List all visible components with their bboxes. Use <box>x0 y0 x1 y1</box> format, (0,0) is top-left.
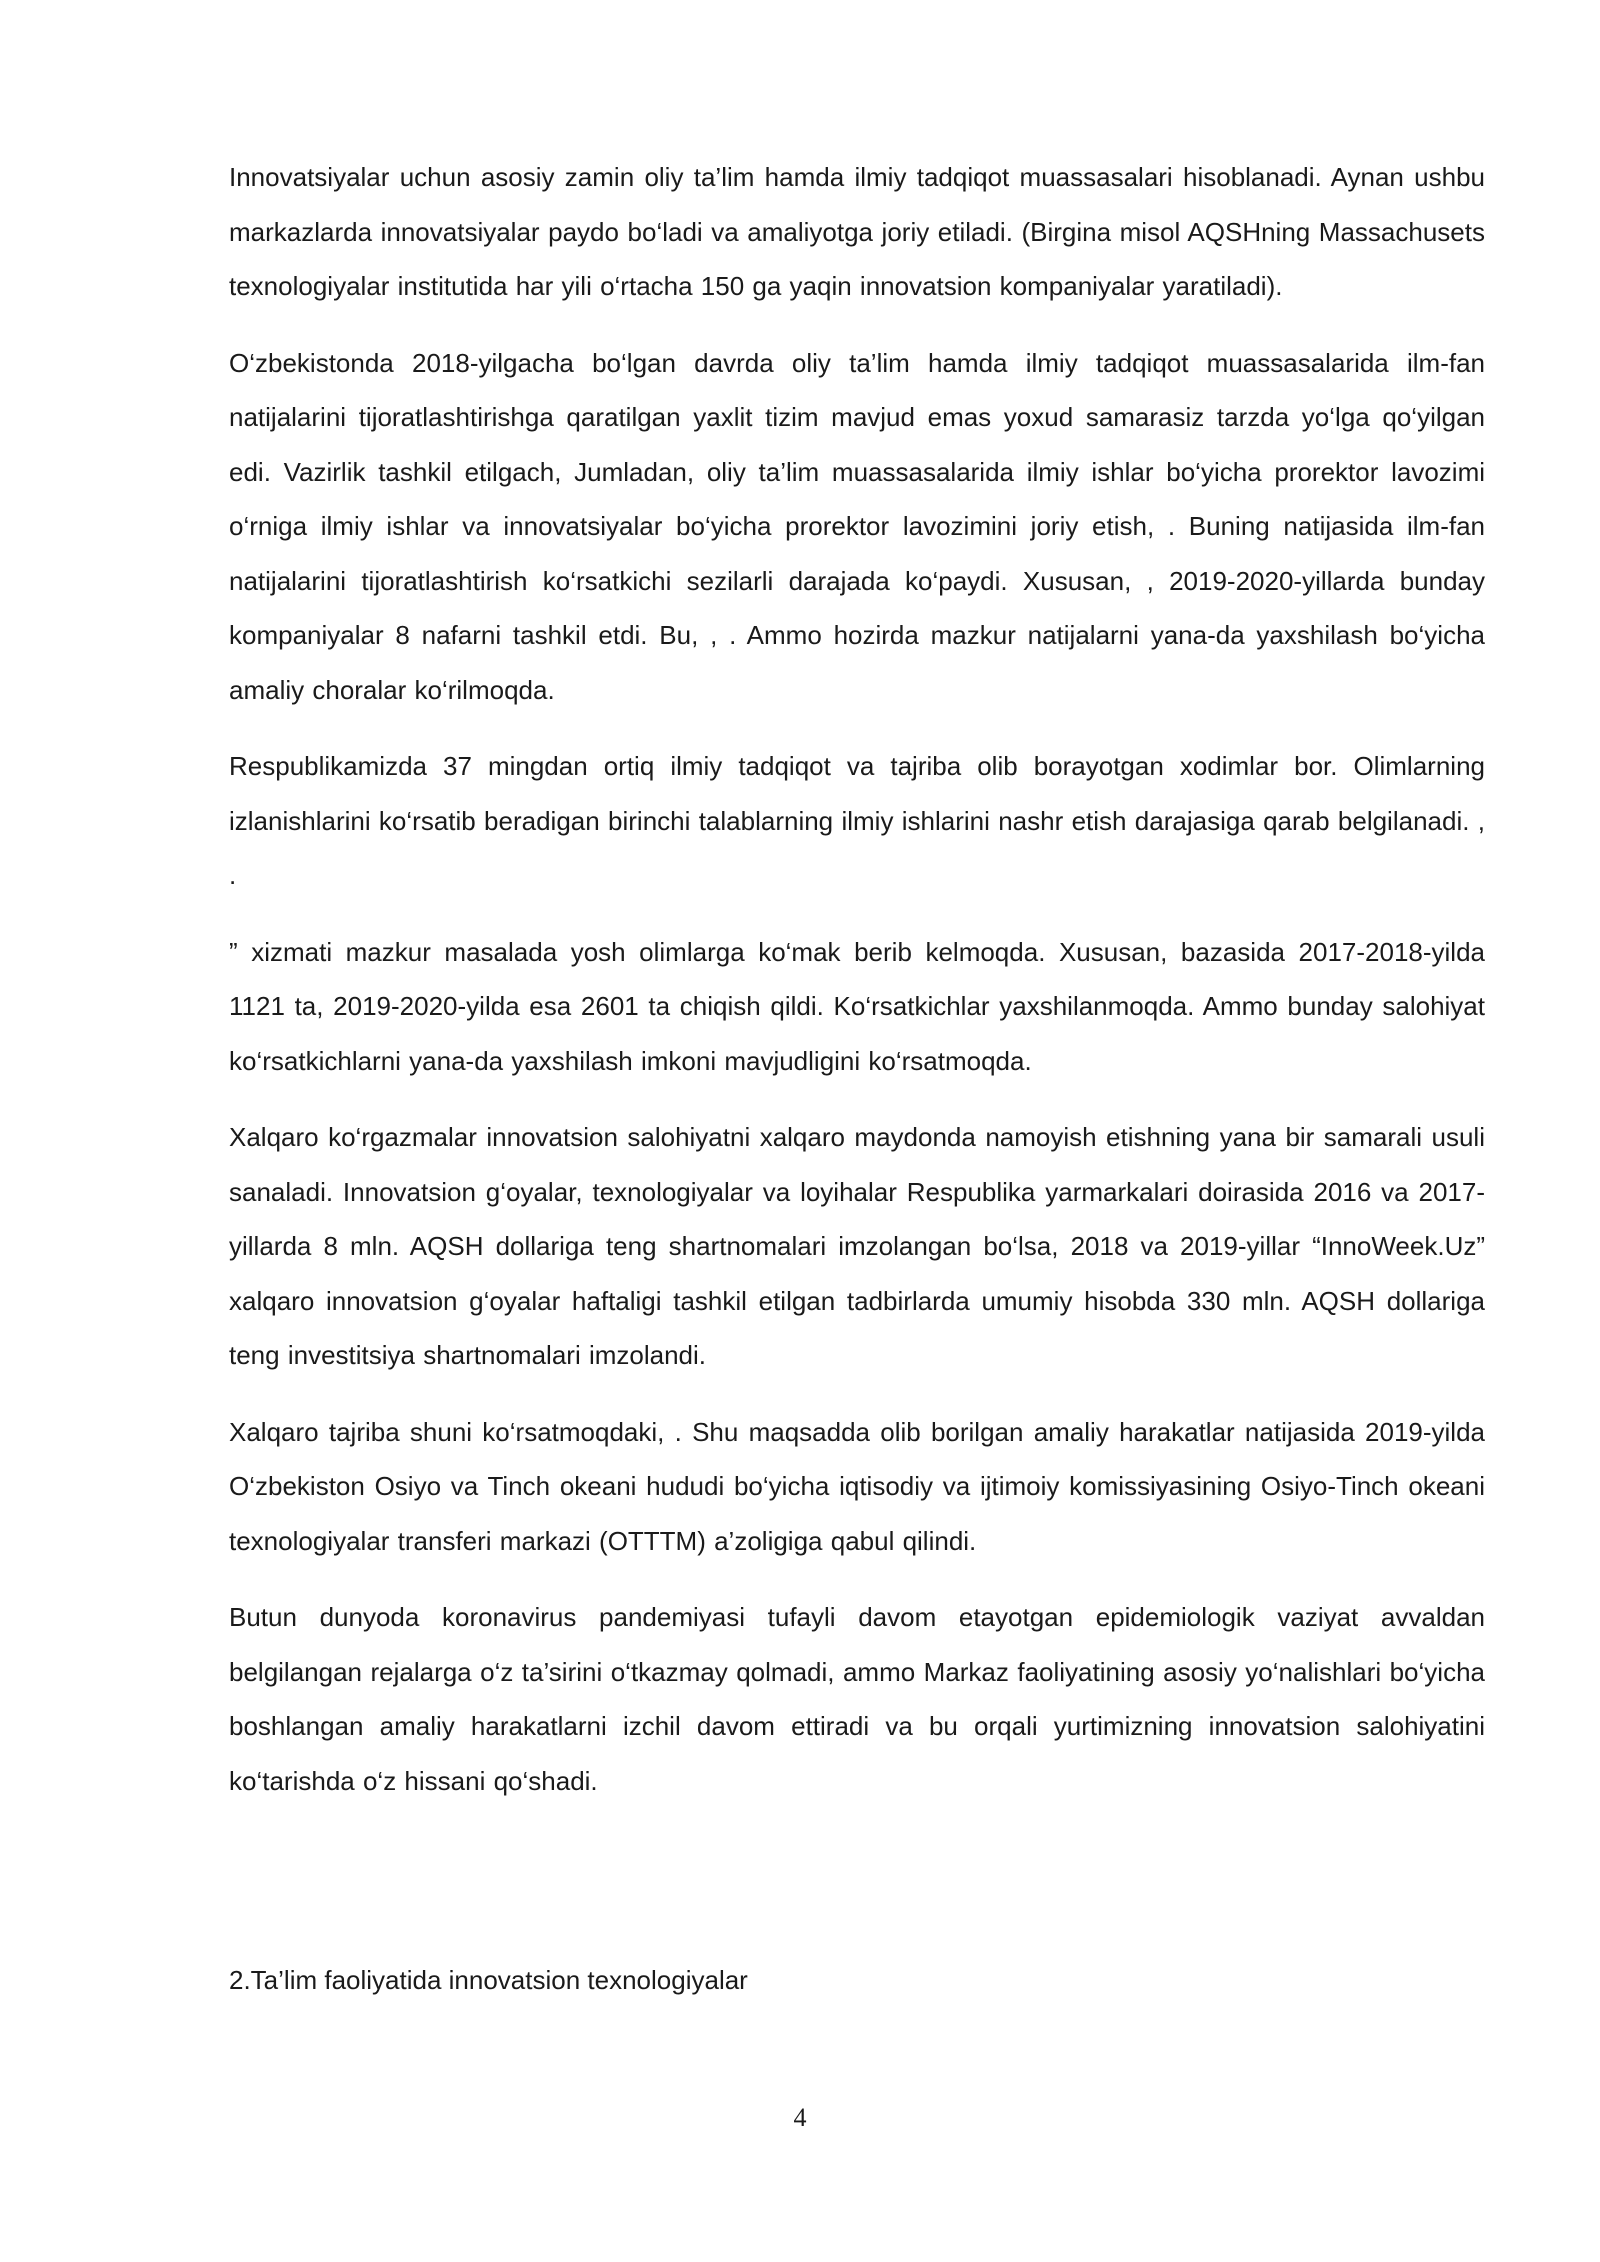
paragraph-innovation-base: Innovatsiyalar uchun asosiy zamin oliy ta’lim hamda ilmiy tadqiqot muassasalari hisoblanadi. Aynan ushbu markazlarda innovatsiyalar paydo bo‘ladi va amaliyotga joriy etiladi. (Birgina misol AQSHning Massachusets texnologiyalar institutida har yili o‘rtacha 150 ga yaqin innovatsion kompaniyalar yaratiladi). <box>229 162 1485 301</box>
body-text <box>229 150 1485 1830</box>
paragraph-exhibitions: Xalqaro ko‘rgazmalar innovatsion salohiyatni xalqaro maydonda namoyish etishning yana bir samarali usuli sanaladi. Innovatsion g‘oyalar, texnologiyalar va loyihalar Respublika yarmarkalari doirasida 2016 va 2017-yillarda 8 mln. AQSH dollariga teng shartnomalari imzolangan bo‘lsa, 2018 va 2019-yillar “InnoWeek.Uz” xalqaro innovatsion g‘oyalar haftaligi tashkil etilgan tadbirlarda umumiy hisobda 330 mln. AQSH dollariga teng investitsiya shartnomalari imzolandi. <box>229 1122 1485 1370</box>
paragraph-pandemic: Butun dunyoda koronavirus pandemiyasi tufayli davom etayotgan epidemiologik vaziyat avvaldan belgilangan rejalarga o‘z ta’sirini o‘tkazmay qolmadi, ammo Markaz faoliyatining asosiy yo‘nalishlari bo‘yicha boshlangan amaliy harakatlarni izchil davom ettiradi va bu orqali yurtimizning innovatsion salohiyatini ko‘tarishda o‘z hissani qo‘shadi. <box>229 1602 1485 1796</box>
paragraph-researchers: Respublikamizda 37 mingdan ortiq ilmiy tadqiqot va tajriba olib borayotgan xodimlar bor. Olimlarning izlanishlarini ko‘rsatib beradigan birinchi talablarning ilmiy ishlarini nashr etish darajasiga qarab belgilanadi. , . <box>229 751 1485 890</box>
paragraph-service-support: ” xizmati mazkur masalada yosh olimlarga ko‘mak berib kelmoqda. Xususan, bazasida 2017-2018-yilda 1121 ta, 2019-2020-yilda esa 2601 ta chiqish qildi. Ko‘rsatkichlar yaxshilanmoqda. Ammo bunday salohiyat ko‘rsatkichlarni yana-da yaxshilash imkoni mavjudligini ko‘rsatmoqda. <box>229 936 1485 1076</box>
page-number: 4 <box>793 2103 807 2132</box>
section-heading: 2.Ta’lim faoliyatida innovatsion texnologiyalar <box>229 1965 748 1995</box>
paragraph-uzbekistan-2018: O‘zbekistonda 2018-yilgacha bo‘lgan davrda oliy ta’lim hamda ilmiy tadqiqot muassasalarida ilm-fan natijalarini tijoratlashtirishga qaratilgan yaxlit tizim mavjud emas yoxud samarasiz tarzda yo‘lga qo‘yilgan edi. Vazirlik tashkil etilgach, Jumladan, oliy ta’lim muassasalarida ilmiy ishlar bo‘yicha prorektor lavozimi o‘rniga ilmiy ishlar va innovatsiyalar bo‘yicha prorektor lavozimini joriy etish, . Buning natijasida ilm-fan natijalarini tijoratlashtirish ko‘rsatkichi sezilarli darajada ko‘paydi. Xususan, , 2019-2020-yillarda bunday kompaniyalar 8 nafarni tashkil etdi. Bu, , . Ammo hozirda mazkur natijalarni yana-da yaxshilash bo‘yicha amaliy choralar ko‘rilmoqda. <box>229 347 1485 705</box>
paragraph-international-experience: Xalqaro tajriba shuni ko‘rsatmoqdaki, . Shu maqsadda olib borilgan amaliy harakatlar natijasida 2019-yilda O‘zbekiston Osiyo va Tinch okeani hududi bo‘yicha iqtisodiy va ijtimoiy komissiyasining Osiyo-Tinch okeani texnologiyalar transferi markazi (OTTTM) a’zoligiga qabul qilindi. <box>229 1416 1485 1556</box>
